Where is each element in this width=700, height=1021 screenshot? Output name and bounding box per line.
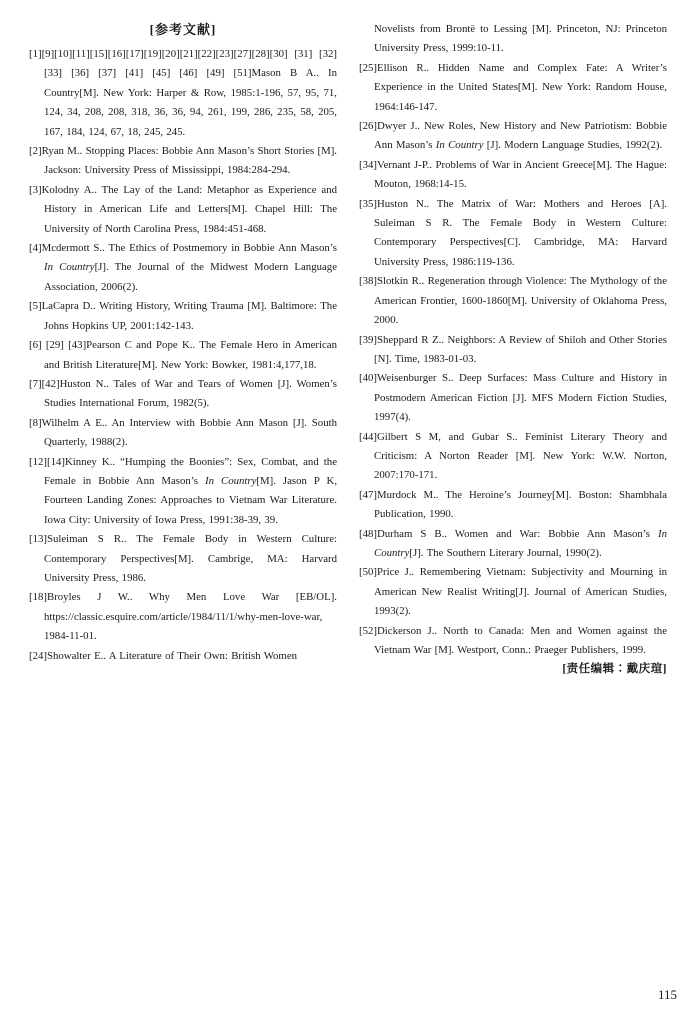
reference-text: [35]Huston N.. The Matrix of War: Mothers and Heroes [A]. Suleiman S R. The Female Body in Western Culture: Contemporary Perspectives[C]. Cambridge, MA: Harvard University Press, 1986:119-136. — [359, 197, 667, 268]
reference-text: [1][9][10][11][15][16][17][19][20][21][22][23][27][28][30] [31] [32] [33] [36] [37] [41] [45] [46] [49] [51]Mason B A.. In Country[M]. New York: Harper & Row, 1985:1-196, 57, 95, 71, 124, 34, 208, 208, 318, 36, 36, 94, 261, 199, 286, 235, 58, 205, 167, 184, 124, 67, 18, 245, 245. — [29, 48, 337, 138]
reference-entry — [359, 525, 667, 564]
reference-entry — [29, 181, 337, 239]
reference-text: [38]Slotkin R.. Regeneration through Violence: The Mythology of the American Frontier, 1600-1860[M]. University of Oklahoma Press, 2000. — [359, 275, 667, 327]
reference-entry — [29, 45, 337, 142]
editor-note: [责任编辑∶戴庆瑄] — [562, 663, 667, 676]
reference-entry — [359, 369, 667, 427]
reference-text: [25]Ellison R.. Hidden Name and Complex Fate: A Writer’s Experience in the United States[M]. New York: Random House, 1964:146-147. — [359, 61, 667, 113]
reference-list-right — [359, 20, 667, 660]
reference-text: [M]. Jason P K, Fourteen Landing Zones: Approaches to Vietnam War Literature. Iowa City: University of Iowa Press, 1991:38-39, 39. — [44, 474, 338, 526]
reference-text: [2]Ryan M.. Stopping Places: Bobbie Ann Mason’s Short Stories [M]. Jackson: University Press of Mississippi, 1984:284-294. — [29, 145, 337, 177]
reference-text: [12][14]Kinney K.. “Humping the Boonies”: Sex, Combat, and the Female in Bobbie Ann Mason’s — [29, 455, 337, 487]
reference-entry — [29, 142, 337, 181]
reference-title-italic: In Country — [205, 474, 257, 487]
reference-text: [40]Weisenburger S.. Deep Surfaces: Mass Culture and History in Postmodern American Fiction [J]. MFS Modern Fiction Studies, 1997(4). — [359, 372, 667, 424]
reference-entry — [359, 622, 667, 661]
reference-entry — [359, 156, 667, 195]
reference-text: [13]Suleiman S R.. The Female Body in Western Culture: Contemporary Perspectives[M]. Cambrige, MA: Harvard University Press, 1986. — [29, 533, 337, 584]
reference-text: [J]. The Journal of the Midwest Modern Language Association, 2006(2). — [44, 261, 337, 293]
reference-entry — [29, 297, 337, 336]
reference-entry — [29, 239, 337, 297]
reference-entry — [29, 647, 337, 666]
reference-entry — [359, 563, 667, 621]
page-number: 115 — [657, 987, 677, 1002]
reference-text: [3]Kolodny A.. The Lay of the Land: Metaphor as Experience and History in American Life and Letters[M]. Chapel Hill: The University of North Carolina Press, 1984:451-468. — [29, 183, 337, 235]
reference-entry — [359, 272, 667, 330]
reference-text: [4]Mcdermott S.. The Ethics of Postmemory in Bobbie Ann Mason’s — [29, 242, 337, 255]
reference-entry — [359, 117, 667, 156]
reference-title-italic: In Country — [435, 139, 484, 152]
reference-text: [26]Dwyer J.. New Roles, New History and New Patriotism: Bobbie Ann Mason’s — [359, 120, 667, 152]
reference-text: [18]Broyles J W.. Why Men Love War [EB/OL]. https://classic.esquire.com/article/1984/11/1/why-men-love-war, 1984-11-01. — [29, 591, 337, 643]
reference-text: Novelists from Brontë to Lessing [M]. Princeton, NJ: Princeton University Press, 1999:10-11. — [374, 23, 667, 55]
reference-text: [47]Murdock M.. The Heroine’s Journey[M]. Boston: Shambhala Publication, 1990. — [359, 488, 667, 521]
reference-text: [8]Wilhelm A E.. An Interview with Bobbie Ann Mason [J]. South Quarterly, 1988(2). — [29, 416, 337, 449]
reference-text: [J]. The Southern Literary Journal, 1990(2). — [409, 546, 602, 559]
reference-title-italic: In Country — [374, 527, 667, 559]
reference-entry — [29, 588, 337, 646]
reference-text: [6] [29] [43]Pearson C and Pope K.. The Female Hero in American and British Literature[M]. New York: Bowker, 1981:4,177,18. — [29, 339, 337, 371]
reference-text: [34]Vernant J-P.. Problems of War in Ancient Greece[M]. The Hague: Mouton, 1968:14-15. — [359, 158, 667, 191]
references-heading: [参考文献] — [149, 22, 217, 37]
reference-text: [5]LaCapra D.. Writing History, Writing Trauma [M]. Baltimore: The Johns Hopkins UP, 2001:142-143. — [29, 300, 337, 332]
reference-entry — [359, 428, 667, 486]
reference-entry-continuation — [359, 20, 667, 59]
references-columns — [29, 20, 667, 680]
reference-entry — [29, 530, 337, 588]
reference-entry — [29, 375, 337, 414]
reference-list-left — [29, 45, 337, 666]
reference-text: [50]Price J.. Remembering Vietnam: Subjectivity and Mourning in American New Realist Writing[J]. Journal of American Studies, 1993(2). — [359, 566, 667, 618]
reference-entry — [359, 331, 667, 370]
reference-entry — [359, 59, 667, 117]
reference-entry — [359, 486, 667, 525]
reference-text: [24]Showalter E.. A Literature of Their Own: British Women — [29, 649, 298, 662]
reference-text: [39]Sheppard R Z.. Neighbors: A Review of Shiloh and Other Stories [N]. Time, 1983-01-03. — [359, 333, 667, 365]
reference-text: [7][42]Huston N.. Tales of War and Tears of Women [J]. Women’s Studies International Forum, 1982(5). — [29, 377, 337, 410]
reference-title-italic: In Country — [44, 261, 95, 274]
reference-entry — [29, 336, 337, 375]
reference-text: [48]Durham S B.. Women and War: Bobbie Ann Mason’s — [359, 527, 658, 540]
references-right-column — [359, 20, 667, 680]
reference-entry — [29, 453, 337, 531]
reference-entry — [359, 195, 667, 273]
reference-text: [J]. Modern Language Studies, 1992(2). — [483, 139, 663, 152]
reference-entry — [29, 414, 337, 453]
references-left-column — [29, 20, 337, 680]
reference-text: [44]Gilbert S M, and Gubar S.. Feminist Literary Theory and Criticism: A Norton Reader [M]. New York: W.W. Norton, 2007:170-171. — [359, 430, 667, 482]
reference-text: [52]Dickerson J.. North to Canada: Men and Women against the Vietnam War [M]. Westport, Conn.: Praeger Publishers, 1999. — [359, 624, 667, 656]
